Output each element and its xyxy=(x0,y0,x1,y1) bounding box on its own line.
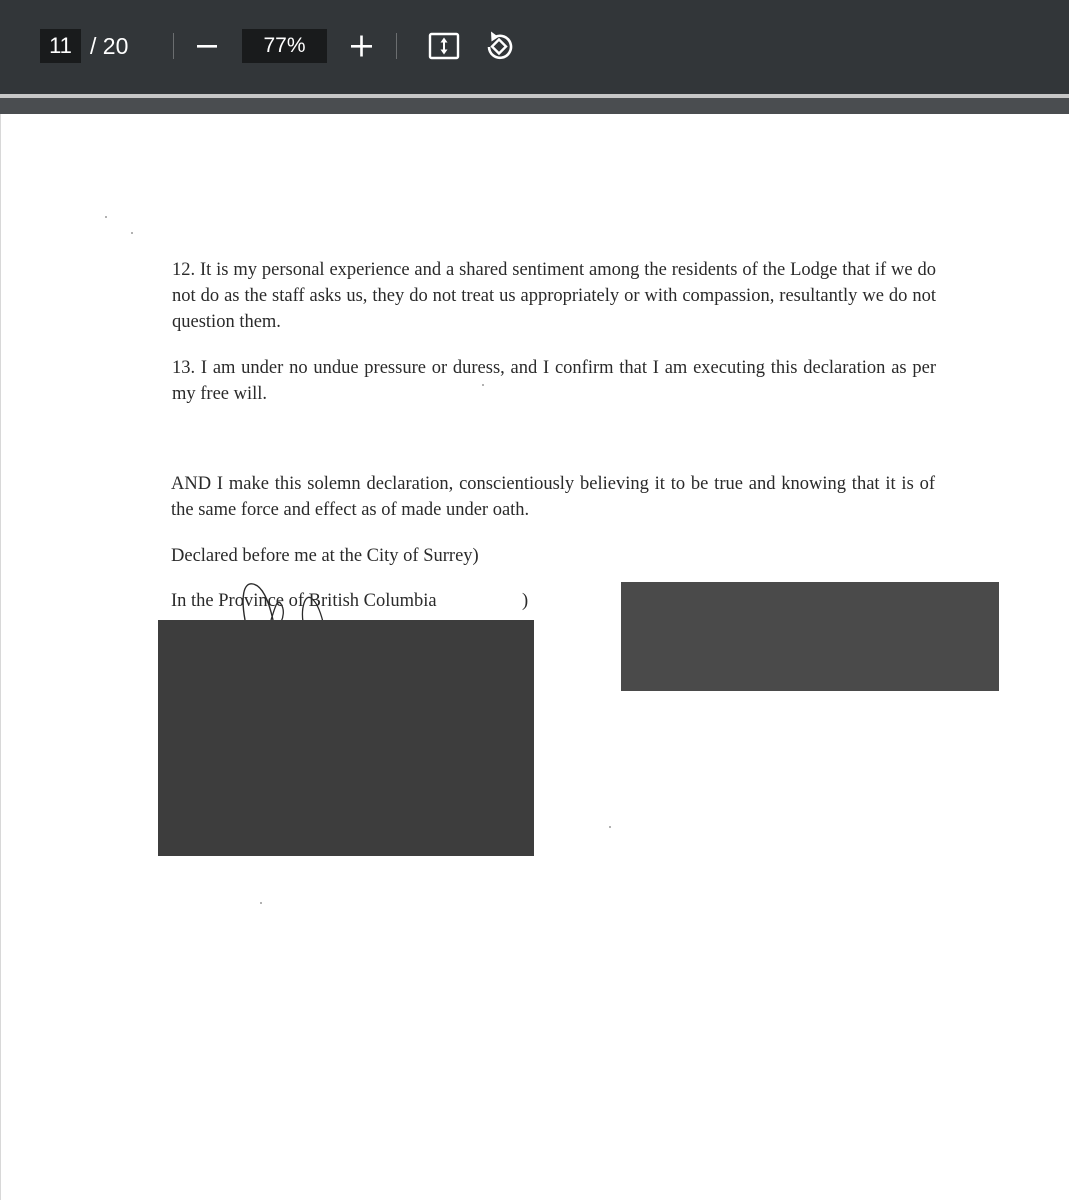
plus-icon xyxy=(342,27,380,65)
zoom-level-input[interactable]: 77% xyxy=(242,29,327,63)
redaction-block-left xyxy=(158,620,534,856)
solemn-declaration: AND I make this solemn declaration, conscientiously believing it to be true and knowing that it is of the same force and effect as of made under oath. xyxy=(171,474,935,520)
province-line: In the Province of British Columbia xyxy=(171,591,437,611)
page-number-input[interactable]: 11 xyxy=(40,29,81,63)
scan-speck xyxy=(105,216,107,218)
viewer-gap xyxy=(0,98,1069,114)
document-page xyxy=(0,114,1069,1200)
zoom-in-button[interactable] xyxy=(342,27,380,65)
fit-page-icon xyxy=(426,28,462,64)
declared-before-line: Declared before me at the City of Surrey) xyxy=(171,546,479,566)
page-total: / 20 xyxy=(90,33,129,59)
redaction-block-right xyxy=(621,582,999,691)
toolbar-divider xyxy=(173,33,174,59)
scan-speck xyxy=(609,826,611,828)
pdf-toolbar xyxy=(0,0,1069,94)
signature-stroke xyxy=(231,578,331,622)
minus-icon xyxy=(188,27,226,65)
zoom-out-button[interactable] xyxy=(188,27,226,65)
paragraph-13: 13. I am under no undue pressure or duress, and I confirm that I am executing this declaration as per my free will. xyxy=(172,358,936,404)
rotate-icon xyxy=(481,28,517,64)
province-bracket: ) xyxy=(522,591,529,611)
scan-speck xyxy=(131,232,133,234)
fit-page-button[interactable] xyxy=(426,28,462,64)
paragraph-12: 12. It is my personal experience and a shared sentiment among the residents of the Lodge that if we do not do as the staff asks us, they do not treat us appropriately or with compassion, resultantly we do not question them. xyxy=(172,260,936,332)
toolbar-divider xyxy=(396,33,397,59)
rotate-button[interactable] xyxy=(481,28,517,64)
scan-speck xyxy=(260,902,262,904)
